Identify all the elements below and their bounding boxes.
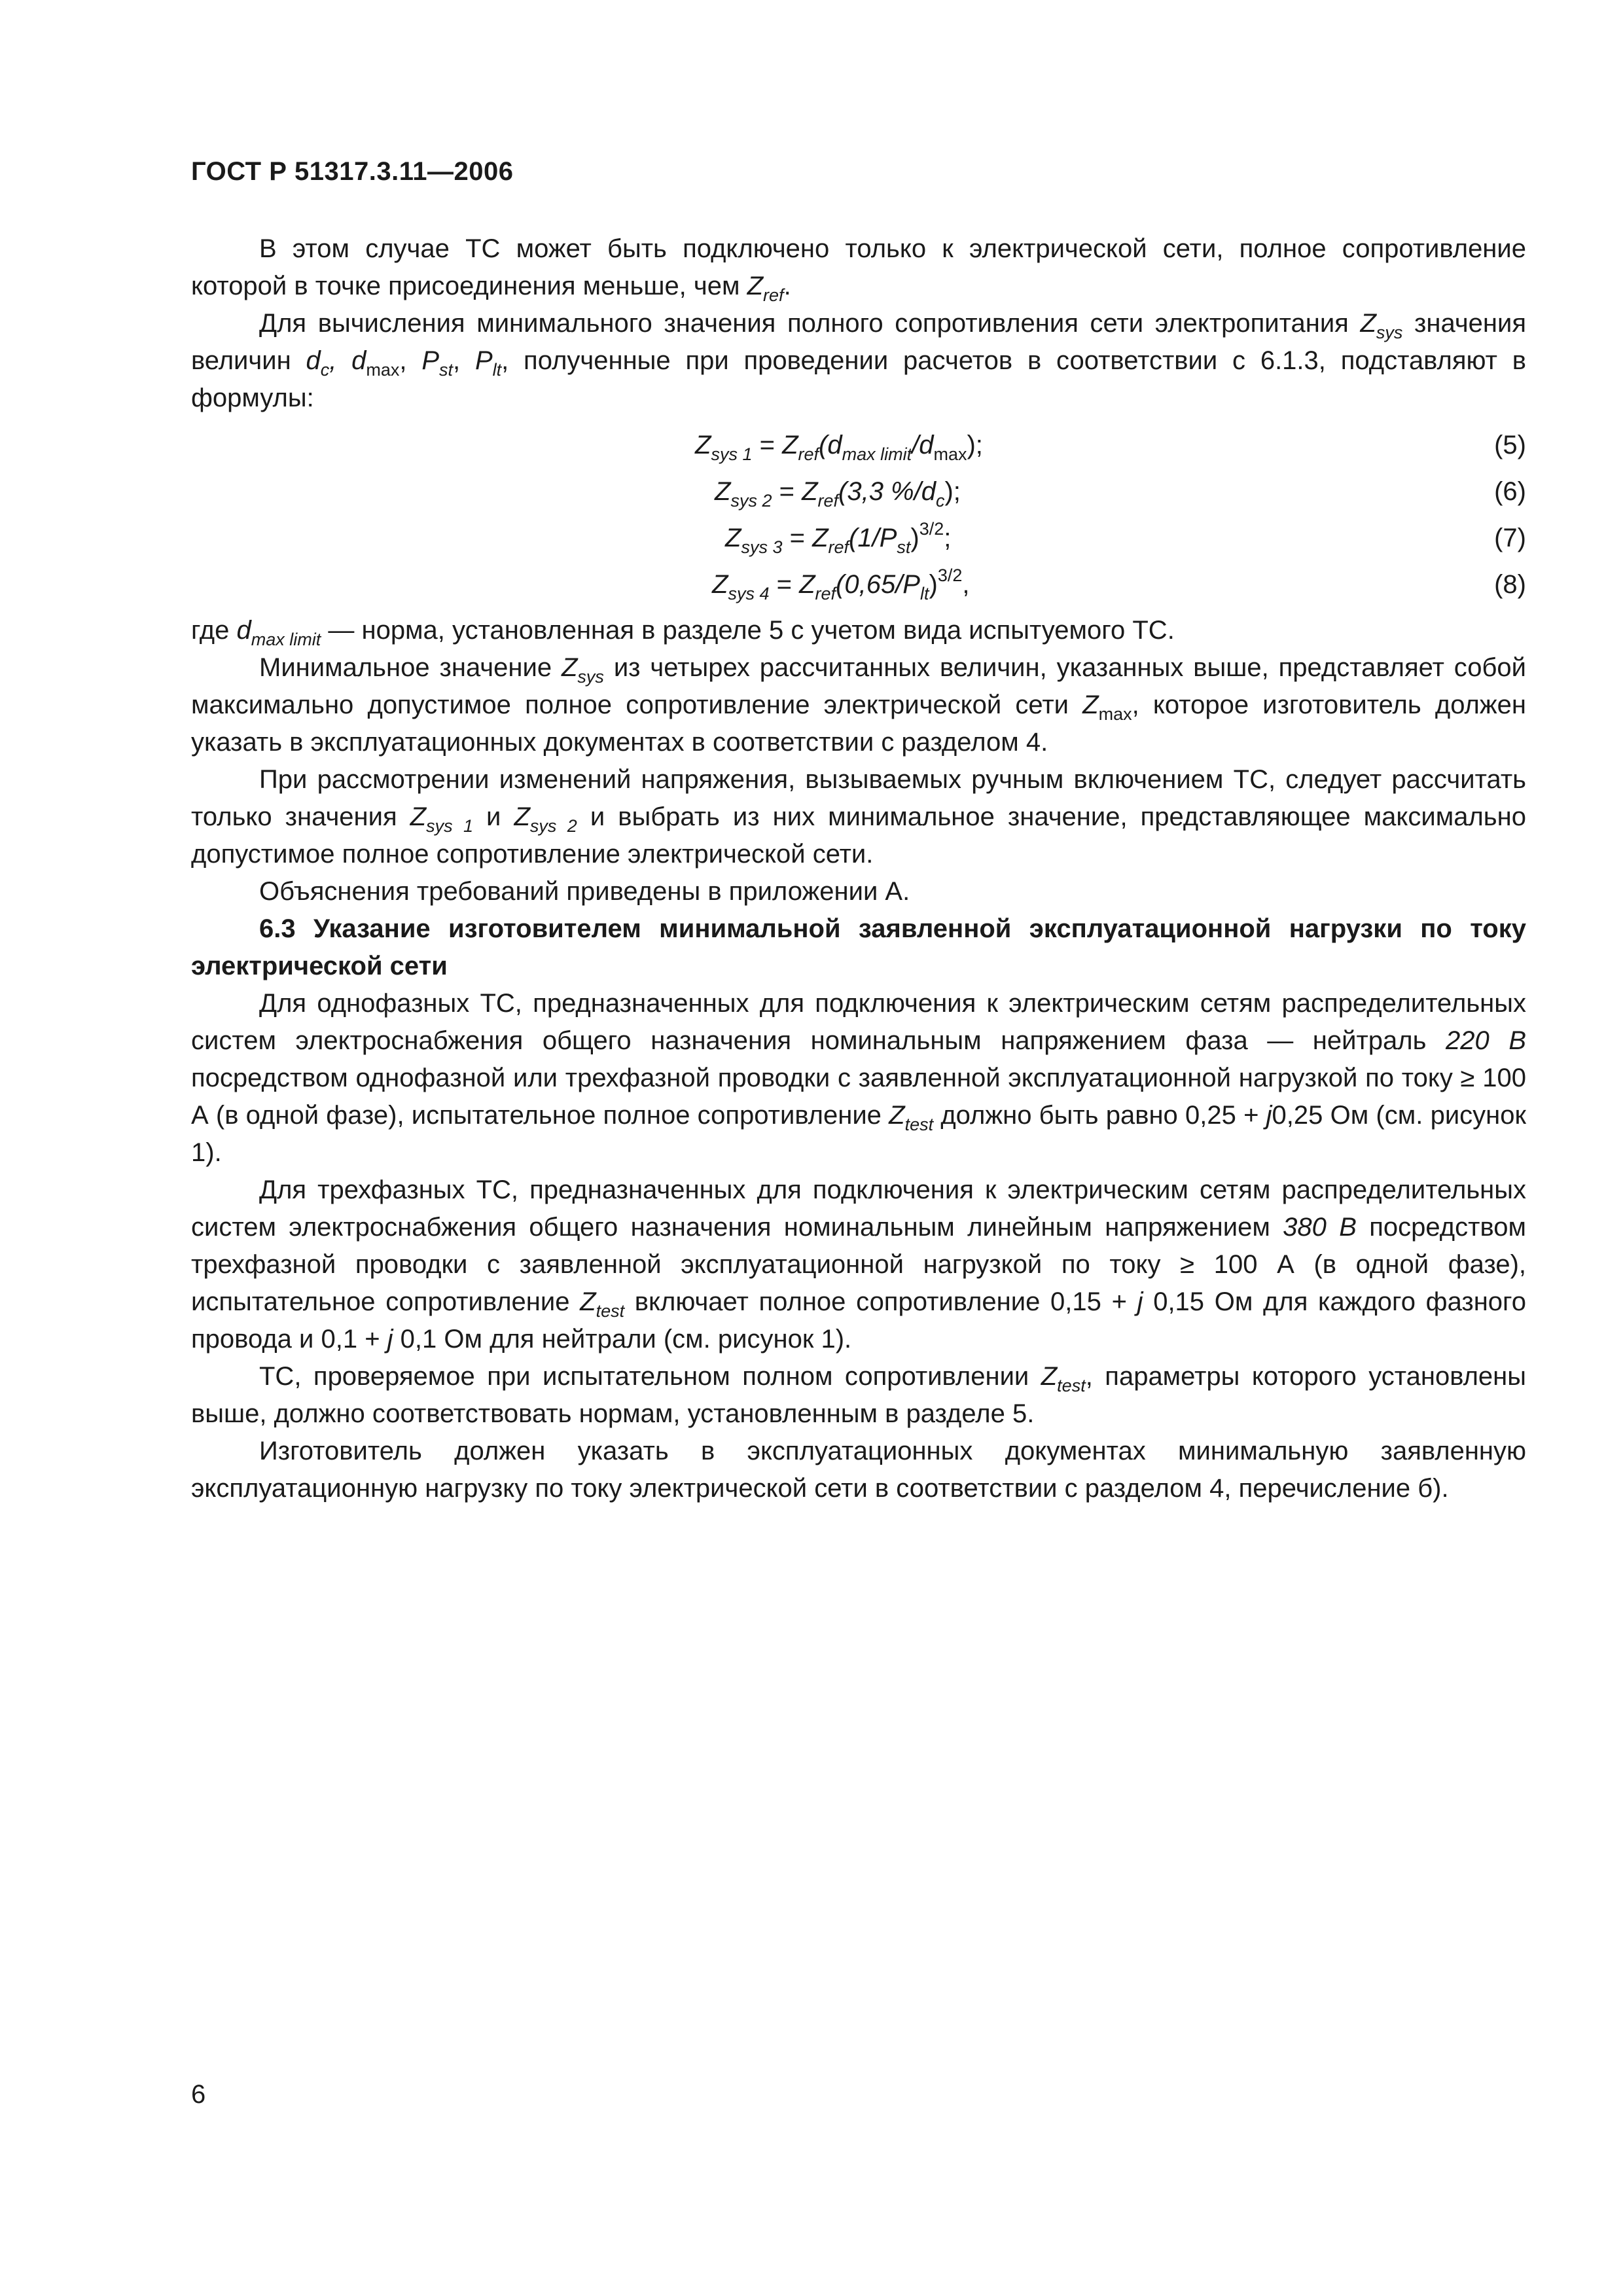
paragraph-manufacturer-duty: Изготовитель должен указать в эксплуатационных документах минимальную заявленную эксплуатационную нагрузку по току электрической сети в соответствии с разделом 4, перечисление б). [191,1437,1526,1503]
paragraph-manual-switching: При рассмотрении изменений напряжения, вызываемых ручным включением ТС, следует рассчитать только значения $Z_{sys 1}$ и $Z_{sys 2}$ и выбрать из них минимальное значение, представляющее максимально допустимое полное сопротивление электрической сети. [191,765,1526,869]
paragraph-connection-condition: В этом случае ТС может быть подключено только к электрической сети, полное сопротивление которой в точке присоединения меньше, чем $Z_{ref}$. [191,234,1526,305]
paragraph-three-phase: Для трехфазных ТС, предназначенных для подключения к электрическим сетям распределительных систем электроснабжения общего назначения номинальным линейным напряжением 380 В посредством трехфазной проводки с заявленной эксплуатационной нагрузкой по току ≥ 100 А (в одной фазе), испытательное сопротивление $Z_{test}$ включает полное сопротивление 0,15 + j 0,15 Ом для каждого фазного провода и 0,1 + j 0,1 Ом для нейтрали (см. рисунок 1). [191,1175,1527,1354]
document-header: ГОСТ Р 51317.3.11—2006 [191,157,514,186]
formula-6: $Z_{sys 2} = Z_{ref}(3,3$ $\%/d_c$); (6) [191,469,1526,515]
page-number: 6 [191,2080,206,2109]
formula-number: (5) [1494,431,1526,459]
formula-number: (8) [1494,570,1526,599]
formula-8: $Z_{sys 4} = Z_{ref}(0,65/P_{lt})^{3/2}$, (8) [191,562,1526,608]
formula-5: $Z_{sys 1} = Z_{ref}(d_{max limit}/d_{max})$; (5) [191,422,1526,469]
formula-number: (6) [1494,477,1526,506]
paragraph-calc-intro: Для вычисления минимального значения полного сопротивления сети электропитания $Z_{sys}$ значения величин $d_c$, $d_{max}$, $P_{st}$, $P_{lt}$, полученные при проведении расчетов в соответствии с 6.1.3, подставляют в формулы: [191,309,1527,412]
section-heading: 6.3 Указание изготовителем минимальной заявленной эксплуатационной нагрузки по току электрической сети [191,914,1526,980]
paragraph-test-impedance: ТС, проверяемое при испытательном полном сопротивлении $Z_{test}$, параметры которого установлены выше, должно соответствовать нормам, установленным в разделе 5. [191,1362,1527,1428]
formula-7: $Z_{sys 3} = Z_{ref}(1/P_{st})^{3/2}$; (7) [191,515,1526,562]
paragraph-where: где $d_{max limit}$ — норма, установленная в разделе 5 с учетом вида испытуемого ТС. [191,616,1175,649]
document-body [191,230,1526,1507]
formula-number: (7) [1494,524,1526,552]
paragraph-minimum-value: Минимальное значение $Z_{sys}$ из четырех рассчитанных величин, указанных выше, представляет собой максимально допустимое полное сопротивление электрической сети $Z_{max}$, которое изготовитель должен указать в эксплуатационных документах в соответствии с разделом 4. [191,653,1526,757]
formula-block [191,422,1526,608]
paragraph-appendix-reference: Объяснения требований приведены в приложении А. [259,877,910,906]
paragraph-single-phase: Для однофазных ТС, предназначенных для подключения к электрическим сетям распределительных систем электроснабжения общего назначения номинальным напряжением фаза — нейтраль 220 В посредством однофазной или трехфазной проводки с заявленной эксплуатационной нагрузкой по току ≥ 100 А (в одной фазе), испытательное полное сопротивление $Z_{test}$ должно быть равно 0,25 + j0,25 Ом (см. рисунок 1). [191,989,1527,1167]
